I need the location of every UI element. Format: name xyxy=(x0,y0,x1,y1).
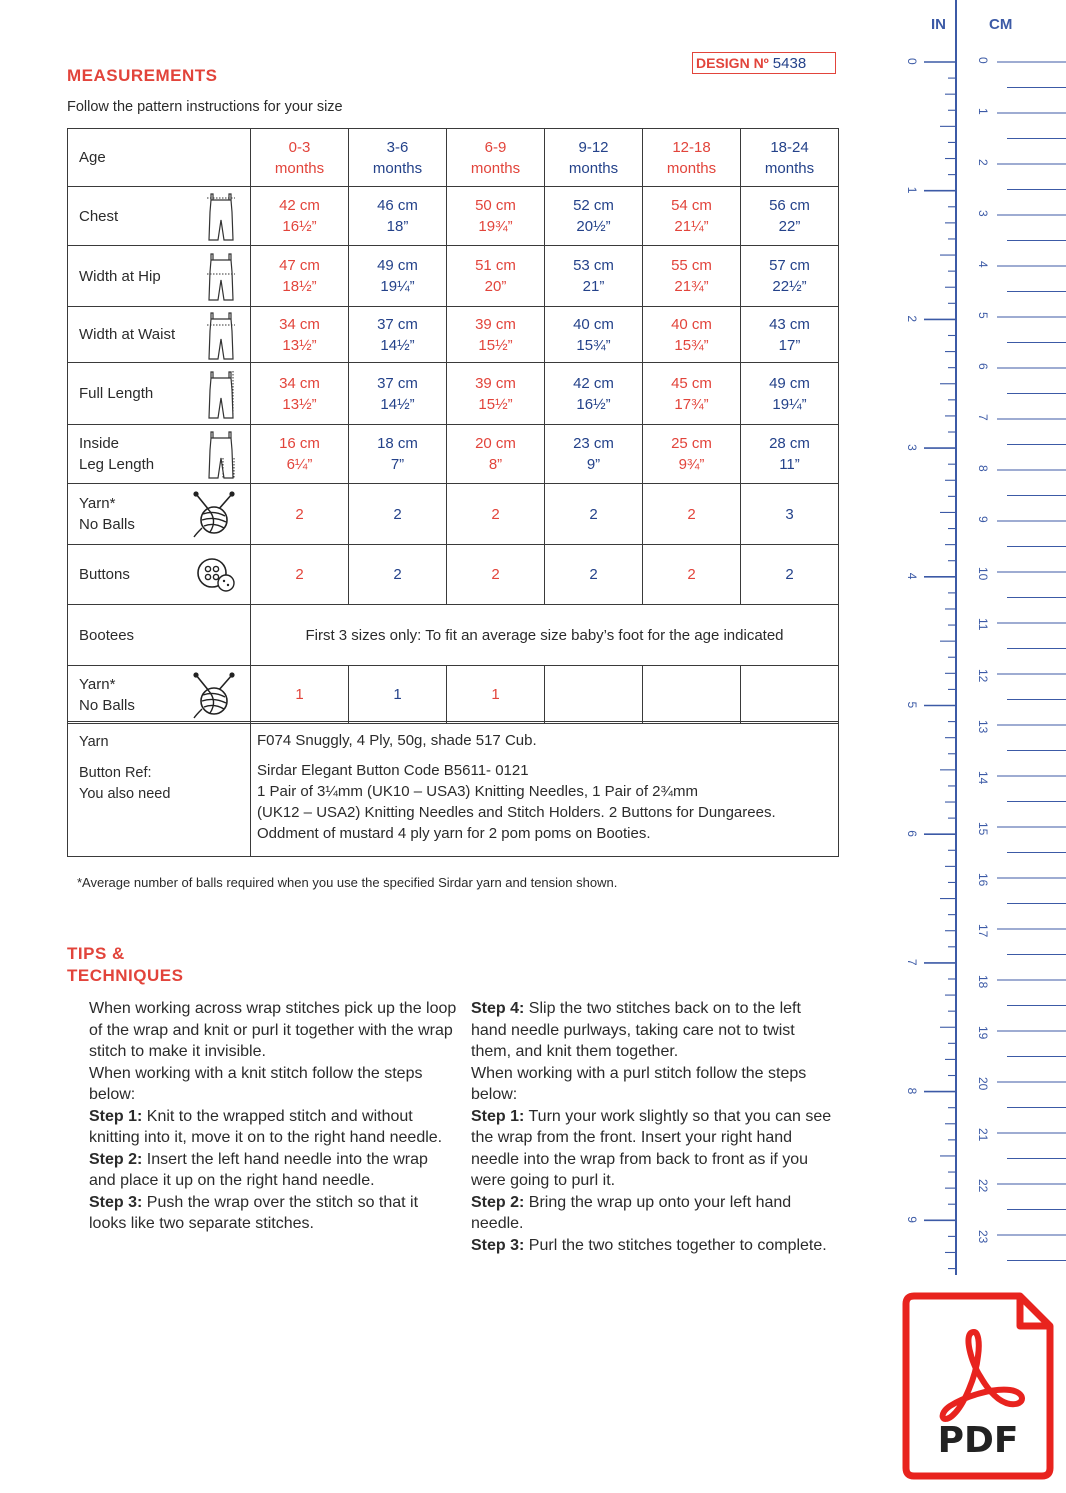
cm-number: 17 xyxy=(976,924,990,938)
materials-table xyxy=(67,721,839,857)
dungarees-inside-leg-icon xyxy=(206,428,236,480)
size-header: 9-12 months xyxy=(545,129,643,187)
cm-number: 10 xyxy=(976,567,990,581)
bootees-yarn-row xyxy=(68,666,839,724)
tips-step: Step 1: Turn your work slightly so that you can see the wrap from the front. Insert your right hand needle into the wrap from back to front as if you were going to purl it. xyxy=(471,1107,832,1189)
also-need-line: Oddment of mustard 4 ply yarn for 2 pom poms on Booties. xyxy=(257,825,651,842)
cm-number: 4 xyxy=(976,261,990,268)
cm-number: 16 xyxy=(976,873,990,887)
bootees-yarn-value: 1 xyxy=(251,666,349,724)
inside-leg-label: Inside Leg Length xyxy=(79,435,155,473)
button-ref-value: Sirdar Elegant Button Code B5611- 0121 xyxy=(257,762,529,779)
measurements-title: MEASUREMENTS xyxy=(67,66,218,85)
chest-row xyxy=(68,187,839,246)
yarn-value: F074 Snuggly, 4 Ply, 50g, shade 517 Cub. xyxy=(257,732,537,749)
inch-number: 4 xyxy=(905,572,919,580)
button-icon xyxy=(196,557,236,593)
also-need-label: You also need xyxy=(79,786,171,802)
tips-purl-intro: When working with a purl stitch follow the steps below: xyxy=(471,1064,807,1103)
design-number-box xyxy=(692,52,836,74)
tips-step: Step 2: Insert the left hand needle into the wrap and place it up on the right hand needle. xyxy=(89,1150,428,1189)
cm-number: 0 xyxy=(976,57,990,64)
cm-number: 20 xyxy=(976,1077,990,1091)
cm-number: 7 xyxy=(976,414,990,421)
chest-value: 42 cm 16½” xyxy=(251,187,349,246)
cm-number: 22 xyxy=(976,1179,990,1193)
cm-number: 23 xyxy=(976,1230,990,1244)
yarn-label: Yarn xyxy=(79,734,109,750)
waist-value: 39 cm 15½” xyxy=(447,307,545,363)
inside-leg-value: 28 cm 11” xyxy=(741,425,839,484)
chest-value: 54 cm 21¼” xyxy=(643,187,741,246)
buttons-value: 2 xyxy=(349,545,447,605)
waist-row xyxy=(68,307,839,363)
design-number: 5438 xyxy=(772,55,807,72)
cm-number: 19 xyxy=(976,1026,990,1040)
chest-value: 50 cm 19¾” xyxy=(447,187,545,246)
pdf-label: PDF xyxy=(937,1420,1019,1461)
yarn-ball-icon xyxy=(192,671,236,719)
yarn-balls-value: 2 xyxy=(349,484,447,545)
full-length-value: 45 cm 17¾” xyxy=(643,363,741,425)
measurements-subtitle: Follow the pattern instructions for your size xyxy=(67,99,343,115)
cm-number: 5 xyxy=(976,312,990,319)
cm-number: 15 xyxy=(976,822,990,836)
inch-number: 0 xyxy=(905,58,919,65)
bootees-yarn-value xyxy=(643,666,741,724)
bootees-row xyxy=(68,605,839,666)
inch-number: 2 xyxy=(905,315,919,323)
cm-number: 12 xyxy=(976,669,990,683)
inside-leg-value: 18 cm 7” xyxy=(349,425,447,484)
cm-number: 11 xyxy=(976,618,990,631)
inside-leg-value: 23 cm 9” xyxy=(545,425,643,484)
size-header: 3-6 months xyxy=(349,129,447,187)
inch-number: 5 xyxy=(905,701,919,709)
inch-number: 3 xyxy=(905,444,919,451)
tips-column-right xyxy=(471,998,839,1256)
cm-number: 2 xyxy=(976,159,990,166)
bootees-yarn-value: 1 xyxy=(447,666,545,724)
yarn-balls-row xyxy=(68,484,839,545)
inside-leg-value: 16 cm 6¼” xyxy=(251,425,349,484)
full-length-value: 37 cm 14½” xyxy=(349,363,447,425)
inch-number: 9 xyxy=(905,1216,919,1223)
design-label: DESIGN Nº xyxy=(696,55,769,71)
hip-value: 51 cm 20” xyxy=(447,246,545,307)
yarn-ball-icon xyxy=(192,490,236,538)
chest-label: Chest xyxy=(79,207,119,225)
ruler-cm-label: CM xyxy=(989,16,1013,33)
size-table xyxy=(67,128,839,724)
full-length-value: 39 cm 15½” xyxy=(447,363,545,425)
buttons-value: 2 xyxy=(741,545,839,605)
chest-value: 52 cm 20½” xyxy=(545,187,643,246)
yarn-balls-value: 2 xyxy=(447,484,545,545)
chest-value: 56 cm 22” xyxy=(741,187,839,246)
full-length-label: Full Length xyxy=(79,385,154,402)
yarn-balls-label: Yarn* No Balls xyxy=(79,495,135,533)
tips-step: Step 2: Bring the wrap up onto your left hand needle. xyxy=(471,1193,792,1232)
size-header: 6-9 months xyxy=(447,129,545,187)
bootees-label: Bootees xyxy=(68,605,251,666)
size-header: 12-18 months xyxy=(643,129,741,187)
dungarees-length-icon xyxy=(206,368,236,420)
hip-value: 47 cm 18½” xyxy=(251,246,349,307)
inch-number: 6 xyxy=(905,830,919,837)
tips-step: Step 4: Slip the two stitches back on to the left hand needle purlways, taking care not to twist them, and knit them together. xyxy=(471,1000,801,1060)
inside-leg-value: 25 cm 9¾” xyxy=(643,425,741,484)
hip-value: 49 cm 19¼” xyxy=(349,246,447,307)
yarn-footnote: *Average number of balls required when you use the specified Sirdar yarn and tension shown. xyxy=(77,875,618,890)
waist-value: 34 cm 13½” xyxy=(251,307,349,363)
buttons-value: 2 xyxy=(643,545,741,605)
buttons-value: 2 xyxy=(545,545,643,605)
full-length-row xyxy=(68,363,839,425)
inch-number: 8 xyxy=(905,1087,919,1095)
hip-value: 53 cm 21” xyxy=(545,246,643,307)
inch-number: 1 xyxy=(905,186,919,194)
size-header: 0-3 months xyxy=(251,129,349,187)
cm-number: 14 xyxy=(976,771,990,785)
cm-number: 9 xyxy=(976,516,990,523)
cm-number: 18 xyxy=(976,975,990,989)
cm-number: 8 xyxy=(976,465,990,472)
hip-value: 57 cm 22½” xyxy=(741,246,839,307)
waist-value: 40 cm 15¾” xyxy=(643,307,741,363)
waist-value: 43 cm 17” xyxy=(741,307,839,363)
yarn-balls-value: 2 xyxy=(251,484,349,545)
tips-column-left xyxy=(89,998,457,1235)
inside-leg-value: 20 cm 8” xyxy=(447,425,545,484)
waist-value: 37 cm 14½” xyxy=(349,307,447,363)
waist-value: 40 cm 15¾” xyxy=(545,307,643,363)
full-length-value: 34 cm 13½” xyxy=(251,363,349,425)
hip-value: 55 cm 21¾” xyxy=(643,246,741,307)
cm-number: 1 xyxy=(976,108,990,115)
cm-number: 6 xyxy=(976,363,990,370)
tips-step: Step 3: Purl the two stitches together to complete. xyxy=(471,1236,827,1254)
yarn-balls-value: 3 xyxy=(741,484,839,545)
buttons-value: 2 xyxy=(447,545,545,605)
inside-leg-row xyxy=(68,425,839,484)
dungarees-waist-icon xyxy=(206,309,236,361)
tips-step: Step 1: Knit to the wrapped stitch and without knitting into it, move it on to the right hand needle. xyxy=(89,1107,443,1146)
hip-label: Width at Hip xyxy=(79,267,161,285)
tips-knit-intro: When working with a knit stitch follow the steps below: xyxy=(89,1064,423,1103)
button-ref-label: Button Ref: xyxy=(79,765,152,781)
dungarees-hip-icon xyxy=(206,250,236,302)
bootees-yarn-value xyxy=(741,666,839,724)
chest-value: 46 cm 18” xyxy=(349,187,447,246)
age-label: Age xyxy=(68,129,251,187)
tips-step: Step 3: Push the wrap over the stitch so that it looks like two separate stitches. xyxy=(89,1193,419,1232)
also-need-line: 1 Pair of 3¼mm (UK10 – USA3) Knitting Needles, 1 Pair of 2¾mm xyxy=(257,783,699,800)
tips-title: TIPS & TECHNIQUES xyxy=(67,944,184,985)
yarn-balls-value: 2 xyxy=(643,484,741,545)
hip-row xyxy=(68,246,839,307)
inch-number: 7 xyxy=(905,958,919,966)
waist-label: Width at Waist xyxy=(79,326,176,343)
buttons-value: 2 xyxy=(251,545,349,605)
full-length-value: 42 cm 16½” xyxy=(545,363,643,425)
cm-number: 3 xyxy=(976,210,990,217)
buttons-label: Buttons xyxy=(79,566,130,583)
cm-number: 21 xyxy=(976,1128,990,1142)
bootees-yarn-value: 1 xyxy=(349,666,447,724)
age-row xyxy=(68,129,839,187)
buttons-row xyxy=(68,545,839,605)
size-header: 18-24 months xyxy=(741,129,839,187)
full-length-value: 49 cm 19¼” xyxy=(741,363,839,425)
bootees-note: First 3 sizes only: To fit an average size baby’s foot for the age indicated xyxy=(251,605,839,666)
bootees-yarn-label: Yarn* No Balls xyxy=(79,675,135,714)
pdf-file-icon[interactable] xyxy=(902,1292,1054,1480)
dungarees-chest-icon xyxy=(206,190,236,242)
yarn-balls-value: 2 xyxy=(545,484,643,545)
ruler-in-label: IN xyxy=(931,16,946,33)
measuring-ruler xyxy=(895,0,1066,1280)
cm-number: 13 xyxy=(976,720,990,734)
also-need-line: (UK12 – USA2) Knitting Needles and Stitch Holders. 2 Buttons for Dungarees. xyxy=(257,804,776,821)
tips-intro: When working across wrap stitches pick up the loop of the wrap and knit or purl it together with the wrap stitch to make it invisible. xyxy=(89,1000,457,1060)
bootees-yarn-value xyxy=(545,666,643,724)
